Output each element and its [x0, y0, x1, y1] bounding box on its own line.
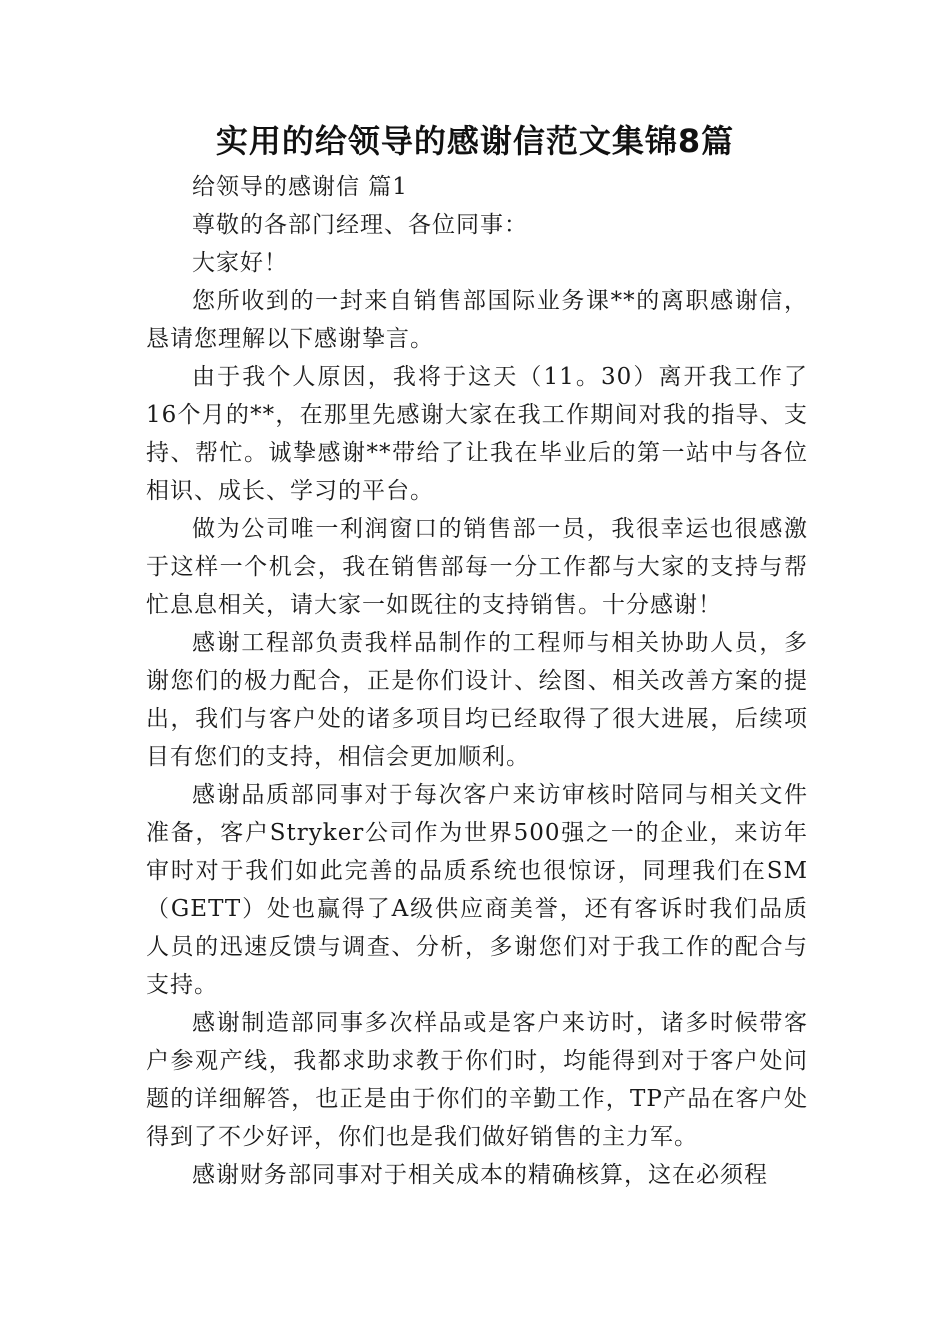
- paragraph: 您所收到的一封来自销售部国际业务课**的离职感谢信，恳请您理解以下感谢挚言。: [146, 288, 808, 352]
- salutation: 尊敬的各部门经理、各位同事：: [192, 212, 528, 238]
- document-body: [146, 168, 808, 1194]
- paragraph: 由于我个人原因，我将于这天（11。30）离开我工作了16个月的**，在那里先感谢大家在我工作期间对我的指导、支持、帮忙。诚挚感谢**带给了让我在毕业后的第一站中与各位相识、成长、学习的平台。: [146, 364, 808, 504]
- paragraph: 感谢财务部同事对于相关成本的精确核算，这在必须程: [192, 1162, 768, 1188]
- document-title: 实用的给领导的感谢信范文集锦8篇: [215, 122, 735, 160]
- paragraph: 感谢工程部负责我样品制作的工程师与相关协助人员，多谢您们的极力配合，正是你们设计、绘图、相关改善方案的提出，我们与客户处的诸多项目均已经取得了很大进展，后续项目有您们的支持，相信会更加顺利。: [146, 630, 808, 770]
- paragraph: 感谢品质部同事对于每次客户来访审核时陪同与相关文件准备，客户Stryker公司作为世界500强之一的企业，来访年审时对于我们如此完善的品质系统也很惊讶，同理我们在SM（GETT）处也赢得了A级供应商美誉，还有客诉时我们品质人员的迅速反馈与调查、分析，多谢您们对于我工作的配合与支持。: [146, 782, 808, 998]
- paragraph: 做为公司唯一利润窗口的销售部一员，我很幸运也很感激于这样一个机会，我在销售部每一分工作都与大家的支持与帮忙息息相关，请大家一如既往的支持销售。十分感谢！: [146, 516, 808, 618]
- greeting: 大家好！: [192, 250, 288, 276]
- section-heading: 给领导的感谢信 篇1: [192, 174, 408, 200]
- paragraph: 感谢制造部同事多次样品或是客户来访时，诸多时候带客户参观产线，我都求助求教于你们时，均能得到对于客户处问题的详细解答，也正是由于你们的辛勤工作，TP产品在客户处得到了不少好评，你们也是我们做好销售的主力军。: [146, 1010, 808, 1150]
